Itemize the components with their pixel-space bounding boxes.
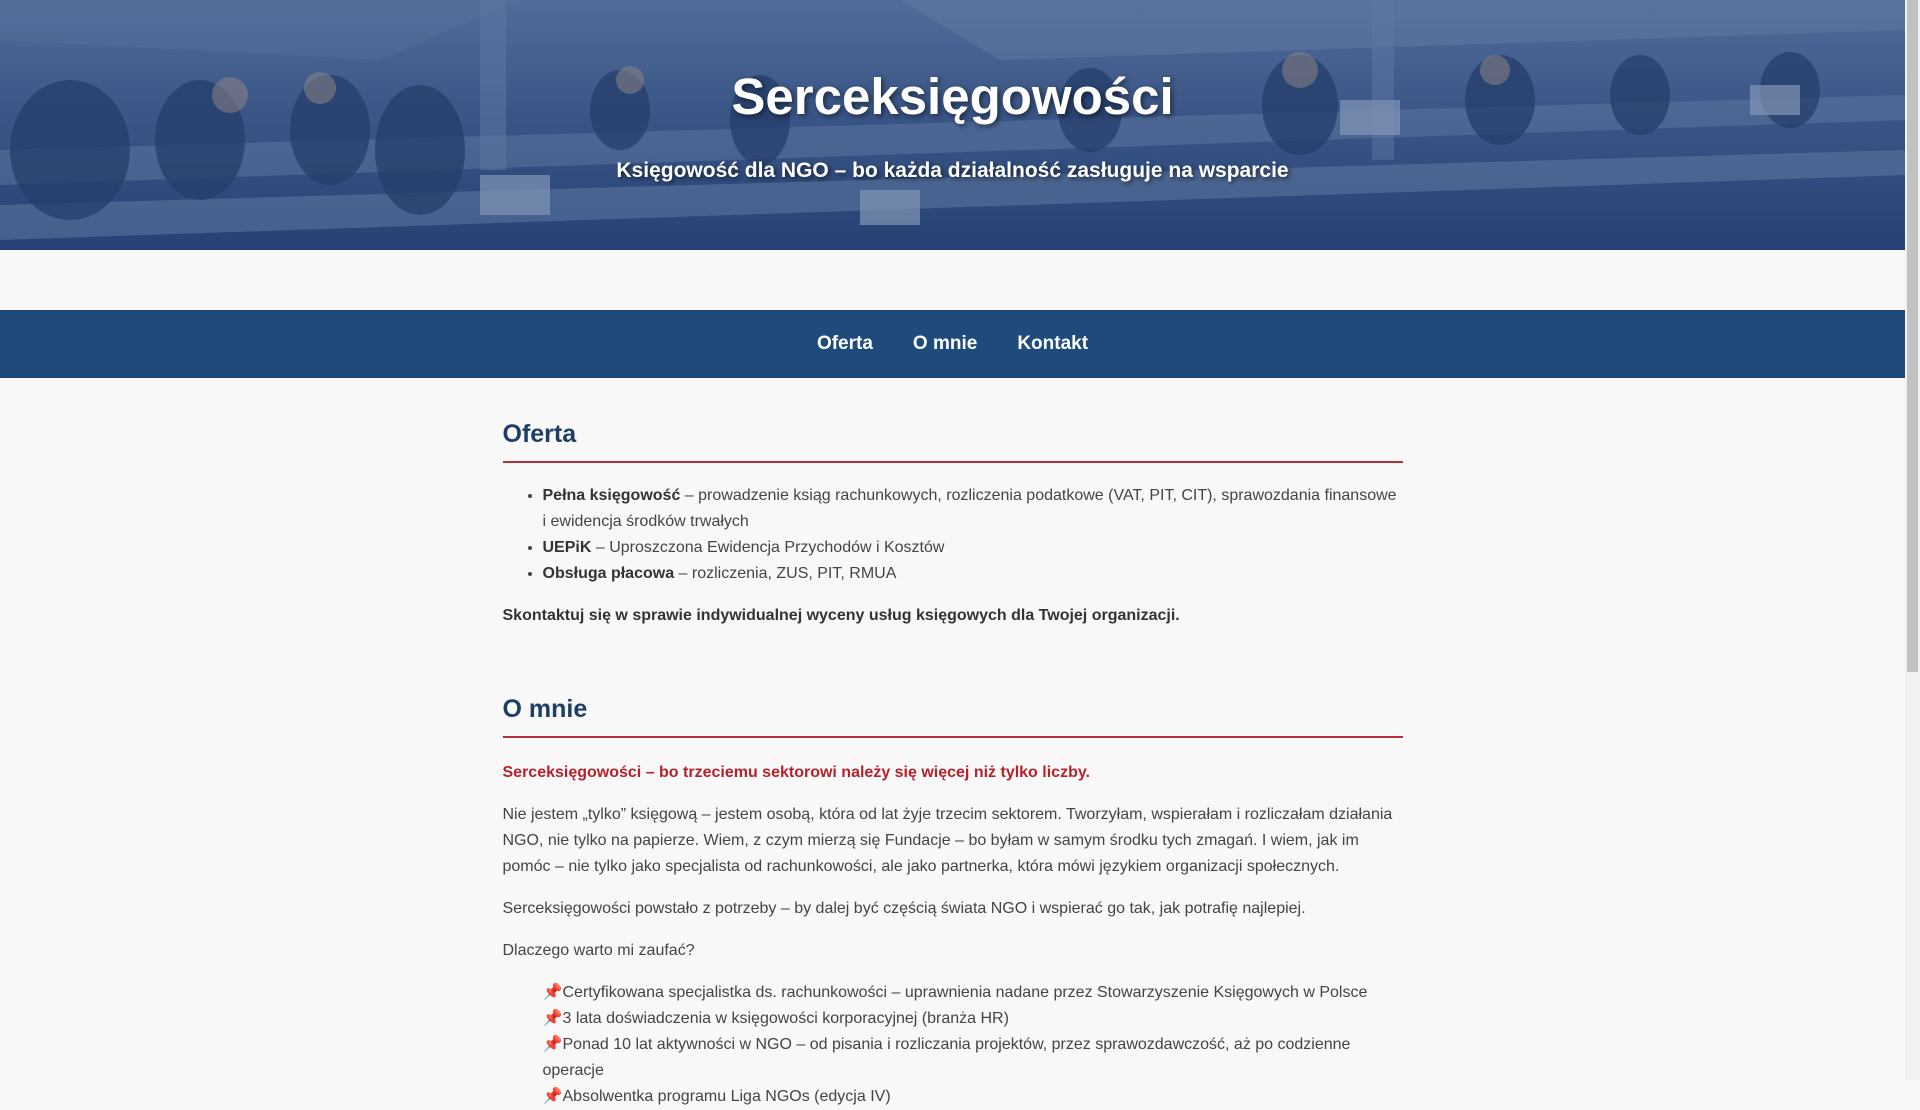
site-title: Serceksięgowości [731, 68, 1174, 125]
section-oferta [503, 420, 1403, 629]
hero-text [0, 0, 1905, 184]
spacer [0, 250, 1905, 310]
nav-link-kontakt[interactable]: Kontakt [1017, 333, 1089, 354]
qualification-text: Ponad 10 lat aktywności w NGO – od pisania i rozliczania projektów, przez sprawozdawczość, aż po codzienne operacje [542, 1036, 1351, 1079]
pushpin-icon: 📌 [542, 1010, 563, 1027]
qualification-item [543, 1032, 1403, 1084]
section-o-mnie [503, 695, 1403, 1110]
offer-item [543, 535, 1403, 561]
scrollbar-thumb[interactable] [1907, 0, 1918, 672]
pushpin-icon: 📌 [542, 984, 563, 1001]
offer-cta: Skontaktuj się w sprawie indywidualnej wyceny usług księgowych dla Twojej organizacji. [502, 607, 1180, 624]
main-nav [0, 310, 1905, 378]
about-paragraph: Nie jestem „tylko” księgową – jestem osobą, która od lat żyje trzecim sektorem. Tworzyłam, wspierałam i rozliczałam działania NGO, nie tylko na papierze. Wiem, z czym mierzą się Fundacje – bo byłam w samym środku tych zmagań. I wiem, jak im pomóc – nie tylko jako specjalista od rachunkowości, ale jako partnerka, która mówi językiem organizacji społecznych. [502, 806, 1393, 875]
about-tagline: Serceksięgowości – bo trzeciemu sektorowi należy się więcej niż tylko liczby. [502, 764, 1090, 781]
pushpin-icon: 📌 [542, 1036, 563, 1053]
offer-item-name: Pełna księgowość [542, 487, 681, 504]
offer-item-name: Obsługa płacowa [542, 565, 675, 582]
about-paragraph: Serceksięgowości powstało z potrzeby – by dalej być częścią świata NGO i wspierać go tak, jak potrafię najlepiej. [502, 900, 1306, 917]
offer-item-desc: – prowadzenie ksiąg rachunkowych, rozliczenia podatkowe (VAT, PIT, CIT), sprawozdania finansowe i ewidencja środków trwałych [542, 487, 1397, 530]
hero-banner [0, 0, 1905, 250]
qualification-text: Absolwentka programu Liga NGOs (edycja IV) [562, 1088, 891, 1105]
offer-item-desc: – Uproszczona Ewidencja Przychodów i Kosztów [591, 539, 945, 556]
qualification-item [543, 1006, 1403, 1032]
offer-item [543, 561, 1403, 587]
qualification-item [543, 1084, 1403, 1110]
offer-item-name: UEPiK [542, 539, 592, 556]
offer-item-desc: – rozliczenia, ZUS, PIT, RMUA [674, 565, 897, 582]
nav-link-oferta[interactable]: Oferta [816, 333, 873, 354]
offer-list [503, 483, 1403, 587]
nav-link-o-mnie[interactable]: O mnie [912, 333, 978, 354]
trust-question: Dlaczego warto mi zaufać? [502, 942, 695, 959]
qualification-text: Certyfikowana specjalistka ds. rachunkowości – uprawnienia nadane przez Stowarzyszenie Księgowych w Polsce [562, 984, 1368, 1001]
section-title-o-mnie: O mnie [503, 695, 1403, 738]
section-title-oferta: Oferta [503, 420, 1403, 463]
offer-item [543, 483, 1403, 535]
pushpin-icon: 📌 [542, 1088, 563, 1105]
qualification-text: 3 lata doświadczenia w księgowości korporacyjnej (branża HR) [562, 1010, 1009, 1027]
qualifications-list [503, 980, 1403, 1110]
qualification-item [543, 980, 1403, 1006]
vertical-scrollbar[interactable] [1905, 0, 1920, 1080]
main-content [503, 378, 1403, 1110]
site-subtitle: Księgowość dla NGO – bo każda działalność zasługuje na wsparcie [616, 159, 1289, 182]
